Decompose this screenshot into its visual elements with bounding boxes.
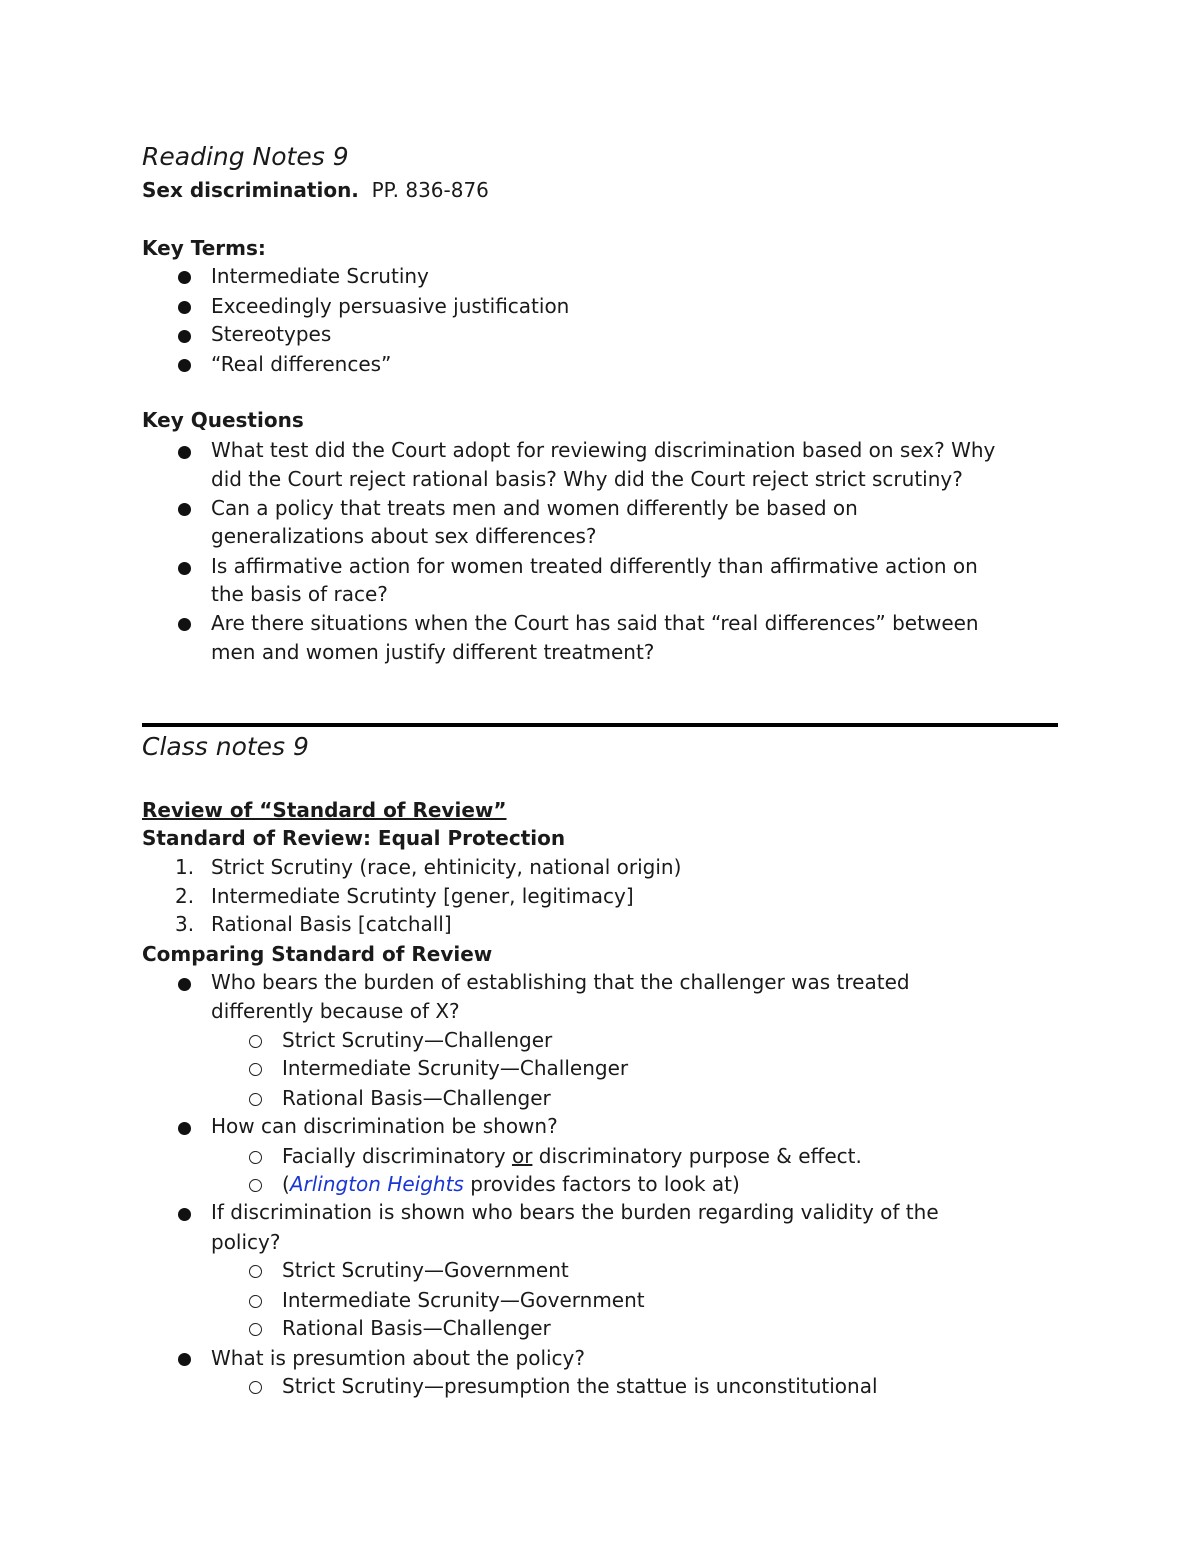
comparison-question: Who bears the burden of establishing that the challenger was treated [211,970,910,994]
sub-item: Rational Basis—Challenger [282,1316,551,1340]
hollow-bullet-icon [249,1295,262,1308]
sub-item: Intermediate Scrunity—Government [282,1288,645,1312]
comparison-question: How can discrimination be shown? [211,1114,558,1138]
sub-item-text: discriminatory purpose & effect. [532,1144,862,1168]
bullet-icon [178,330,191,343]
section-divider [142,723,1058,727]
reading-topic [142,176,489,205]
bullet-icon [178,359,191,372]
list-number: 2. [175,884,195,908]
key-question-line: the basis of race? [211,582,388,606]
sub-item [282,1170,740,1199]
hollow-bullet-icon [249,1035,262,1048]
reading-topic-pages: PP. 836-876 [371,178,489,202]
sub-item-text: provides factors to look at) [463,1172,740,1196]
bullet-icon [178,1353,191,1366]
key-term-item: “Real differences” [211,352,392,376]
comparison-question: differently because of X? [211,999,460,1023]
sub-item: Rational Basis—Challenger [282,1086,551,1110]
bullet-icon [178,1122,191,1135]
hollow-bullet-icon [249,1381,262,1394]
comparing-heading: Comparing Standard of Review [142,942,493,966]
numbered-item: Intermediate Scrutinty [gener, legitimacy] [211,884,634,908]
key-term-item: Stereotypes [211,322,332,346]
key-question-line: generalizations about sex differences? [211,524,597,548]
bullet-icon [178,978,191,991]
comparison-question: What is presumtion about the policy? [211,1346,586,1370]
equal-protection-heading: Standard of Review: Equal Protection [142,826,566,850]
comparison-question: If discrimination is shown who bears the burden regarding validity of the [211,1200,939,1224]
key-question-line: Is affirmative action for women treated differently than affirmative action on [211,554,978,578]
review-heading: Review of “Standard of Review” [142,798,507,822]
key-question-line: men and women justify different treatment? [211,640,655,664]
key-terms-heading: Key Terms: [142,236,266,260]
sub-item: Strict Scrutiny—Challenger [282,1028,553,1052]
reading-notes-title: Reading Notes 9 [142,142,349,171]
hollow-bullet-icon [249,1093,262,1106]
reading-topic-label: Sex discrimination. [142,178,359,202]
bullet-icon [178,618,191,631]
bullet-icon [178,446,191,459]
bullet-icon [178,271,191,284]
emphasis-or: or [511,1144,533,1168]
bullet-icon [178,562,191,575]
key-questions-heading: Key Questions [142,408,304,432]
numbered-item: Strict Scrutiny (race, ehtinicity, national origin) [211,855,682,879]
sub-item-text: Facially discriminatory [282,1144,512,1168]
sub-item: Strict Scrutiny—presumption the stattue is unconstitutional [282,1374,878,1398]
key-term-item: Exceedingly persuasive justification [211,294,570,318]
hollow-bullet-icon [249,1063,262,1076]
bullet-icon [178,503,191,516]
hollow-bullet-icon [249,1179,262,1192]
hollow-bullet-icon [249,1323,262,1336]
bullet-icon [178,1208,191,1221]
key-term-item: Intermediate Scrutiny [211,264,429,288]
list-number: 1. [175,855,195,879]
sub-item [282,1142,862,1171]
hollow-bullet-icon [249,1151,262,1164]
key-question-line: Can a policy that treats men and women differently be based on [211,496,858,520]
paren-open: ( [282,1172,290,1196]
key-question-line: did the Court reject rational basis? Why did the Court reject strict scrutiny? [211,467,963,491]
numbered-item: Rational Basis [catchall] [211,912,452,936]
bullet-icon [178,301,191,314]
case-link-arlington-heights[interactable]: Arlington Heights [289,1172,464,1196]
key-question-line: What test did the Court adopt for reviewing discrimination based on sex? Why [211,438,996,462]
class-notes-title: Class notes 9 [142,732,309,761]
comparison-question: policy? [211,1230,281,1254]
sub-item: Strict Scrutiny—Government [282,1258,569,1282]
hollow-bullet-icon [249,1265,262,1278]
sub-item: Intermediate Scrunity—Challenger [282,1056,629,1080]
list-number: 3. [175,912,195,936]
key-question-line: Are there situations when the Court has said that “real differences” between [211,611,979,635]
